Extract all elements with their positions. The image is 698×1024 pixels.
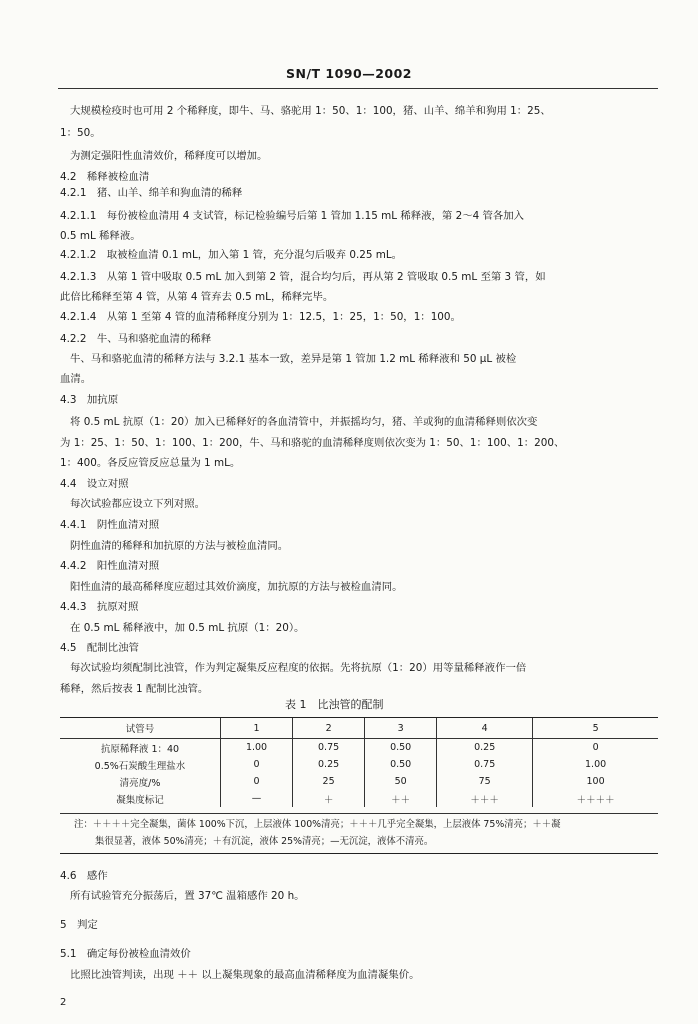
- text-line: 4.6 感作: [60, 870, 108, 882]
- text-line: 比照比浊管判读，出现 ＋＋ 以上凝集现象的最高血清稀释度为血清凝集价。: [70, 969, 420, 981]
- text-line: 阳性血清的最高稀释度应超过其效价滴度，加抗原的方法与被检血清同。: [70, 581, 403, 593]
- table-cell: ＋＋＋: [437, 790, 533, 807]
- text-line: 4.5 配制比浊管: [60, 642, 139, 654]
- table-cell: 1.00: [533, 756, 658, 773]
- table-cell: 0: [221, 756, 293, 773]
- standard-number-header: SN/T 1090—2002: [286, 66, 412, 81]
- table-cell: 0.5%石炭酸生理盐水: [94, 760, 186, 772]
- text-line: 大规模检疫时也可用 2 个稀释度，即牛、马、骆驼用 1：50、1：100，猪、山羊、绵羊和狗用 1：25、: [70, 105, 551, 117]
- text-line: 4.4.2 阳性血清对照: [60, 560, 160, 572]
- table-note-line: 注：＋＋＋＋完全凝集，菌体 100%下沉，上层液体 100%清亮；＋＋＋几乎完全凝集，上层液体 75%清亮；＋＋凝: [74, 819, 561, 830]
- table-bottom-rule: [60, 853, 658, 854]
- table-cell: 100: [533, 773, 658, 790]
- table-cell: 1.00: [221, 739, 293, 757]
- table-row: [60, 739, 658, 757]
- text-line: 5.1 确定每份被检血清效价: [60, 948, 191, 960]
- header-rule: [58, 88, 658, 89]
- table-cell: 75: [437, 773, 533, 790]
- text-line: 4.2.1 猪、山羊、绵羊和狗血清的稀释: [60, 187, 243, 199]
- page-number: 2: [60, 997, 67, 1008]
- table-cell: 50: [365, 773, 437, 790]
- text-line: 0.5 mL 稀释液。: [60, 230, 141, 242]
- text-line: 4.2.1.4 从第 1 至第 4 管的血清稀释度分别为 1：12.5，1：25，1：50，1：100。: [60, 311, 461, 323]
- table-header-cell: 1: [221, 718, 293, 739]
- text-line: 4.2 稀释被检血清: [60, 171, 150, 183]
- text-line: 4.2.1.3 从第 1 管中吸取 0.5 mL 加入到第 2 管，混合均匀后，再从第 2 管吸取 0.5 mL 至第 3 管，如: [60, 271, 546, 283]
- table-header-cell: 5: [533, 718, 658, 739]
- table-cell: 0.25: [293, 756, 365, 773]
- text-line: 所有试验管充分振荡后，置 37℃ 温箱感作 20 h。: [70, 890, 305, 902]
- text-line: 5 判定: [60, 919, 98, 931]
- text-line: 为测定强阳性血清效价，稀释度可以增加。: [70, 150, 268, 162]
- text-line: 4.2.1.2 取被检血清 0.1 mL，加入第 1 管，充分混匀后吸弃 0.25 mL。: [60, 249, 403, 261]
- table-cell: 清亮度/%: [119, 777, 161, 789]
- text-line: 4.2.1.1 每份被检血清用 4 支试管，标记检验编号后第 1 管加 1.15 mL 稀释液，第 2～4 管各加入: [60, 210, 525, 222]
- table-row: [60, 790, 658, 807]
- text-line: 为 1：25、1：50、1：100、1：200，牛、马和骆驼的血清稀释度则依次变为 1：50、1：100、1：200、: [60, 437, 565, 449]
- text-line: 牛、马和骆驼血清的稀释方法与 3.2.1 基本一致，差异是第 1 管加 1.2 mL 稀释液和 50 μL 被检: [70, 353, 517, 365]
- text-line: 4.3 加抗原: [60, 394, 119, 406]
- table-cell: 0: [221, 773, 293, 790]
- table-cell: 0: [533, 739, 658, 757]
- table-caption: 表 1 比浊管的配制: [285, 698, 384, 711]
- table-header-cell: 试管号: [60, 718, 221, 739]
- table-cell: 0.50: [365, 756, 437, 773]
- table-cell: ＋＋: [365, 790, 437, 807]
- table-header-cell: 4: [437, 718, 533, 739]
- table-header-cell: 2: [293, 718, 365, 739]
- text-line: 4.4.3 抗原对照: [60, 601, 139, 613]
- table-note-line: 集很显著，液体 50%清亮；＋有沉淀，液体 25%清亮；—无沉淀，液体不清亮。: [95, 836, 434, 847]
- table-row: [60, 773, 658, 790]
- table-cell: ＋＋＋＋: [533, 790, 658, 807]
- table-cell: 0.75: [293, 739, 365, 757]
- text-line: 每次试验均须配制比浊管，作为判定凝集反应程度的依据。先将抗原（1：20）用等量稀释液作一倍: [70, 662, 527, 674]
- text-line: 阴性血清的稀释和加抗原的方法与被检血清同。: [70, 540, 289, 552]
- table-cell: 凝集度标记: [116, 794, 164, 806]
- text-line: 稀释，然后按表 1 配制比浊管。: [60, 683, 209, 695]
- table-cell: 0.25: [437, 739, 533, 757]
- table-row: [60, 756, 658, 773]
- text-line: 4.2.2 牛、马和骆驼血清的稀释: [60, 333, 212, 345]
- text-line: 将 0.5 mL 抗原（1：20）加入已稀释好的各血清管中，并振摇均匀，猪、羊或狗的血清稀释则依次变: [70, 416, 538, 428]
- text-line: 1：50。: [60, 127, 101, 139]
- table-cell: 0.50: [365, 739, 437, 757]
- text-line: 血清。: [60, 373, 92, 385]
- text-line: 4.4 设立对照: [60, 478, 129, 490]
- text-line: 在 0.5 mL 稀释液中，加 0.5 mL 抗原（1：20）。: [70, 622, 305, 634]
- text-line: 此倍比稀释至第 4 管，从第 4 管弃去 0.5 mL，稀释完毕。: [60, 291, 334, 303]
- table-1: [60, 718, 658, 807]
- table-note-rule: [60, 813, 658, 814]
- table-cell: 25: [293, 773, 365, 790]
- table-header-row: [60, 718, 658, 739]
- table-cell: 0.75: [437, 756, 533, 773]
- text-line: 每次试验都应设立下列对照。: [70, 498, 206, 510]
- table-cell: —: [221, 790, 293, 807]
- text-line: 1：400。各反应管反应总量为 1 mL。: [60, 457, 241, 469]
- table-cell: 抗原稀释液 1：40: [100, 743, 180, 755]
- table-cell: ＋: [293, 790, 365, 807]
- text-line: 4.4.1 阴性血清对照: [60, 519, 160, 531]
- table-header-cell: 3: [365, 718, 437, 739]
